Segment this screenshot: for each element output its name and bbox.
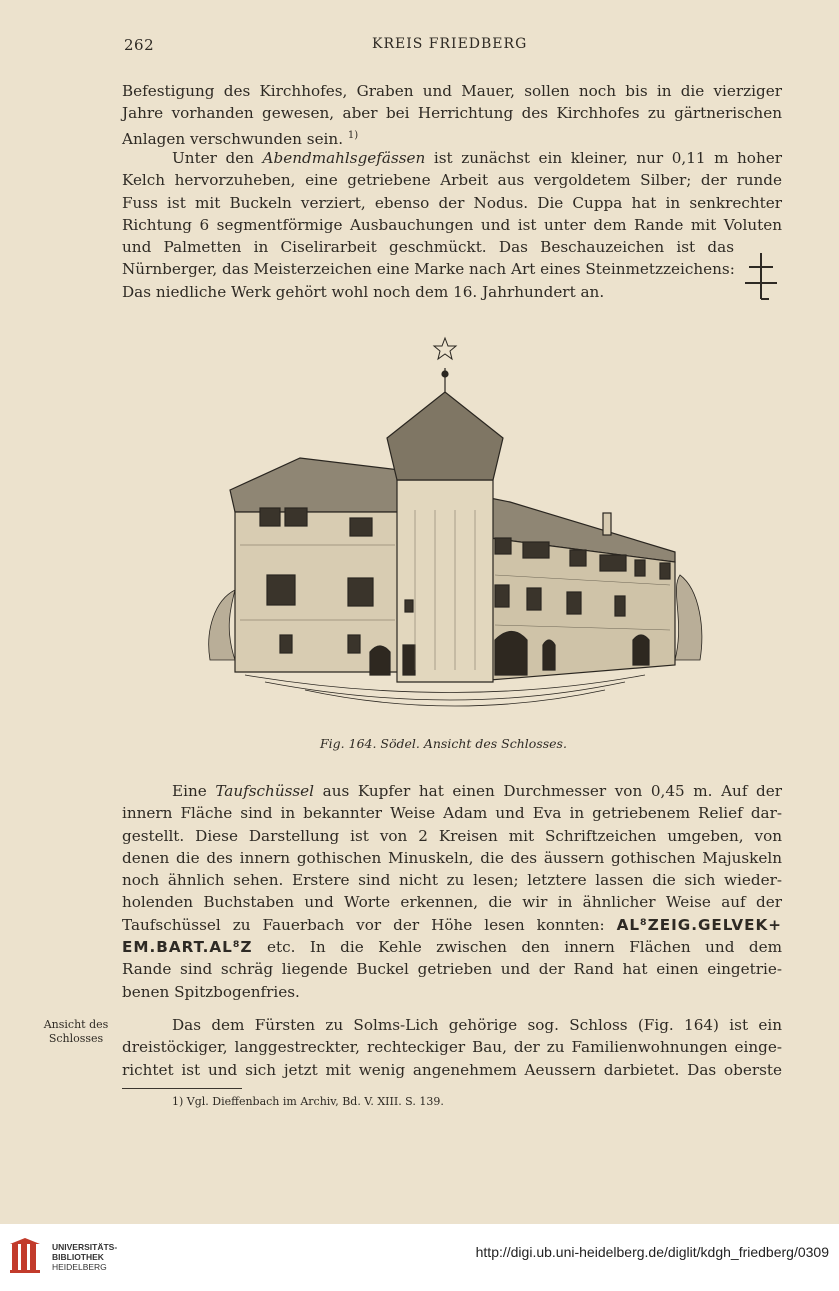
- text-line: Rande sind schräg liegende Buckel getrieben und der Rand hat einen eingetrie-: [122, 960, 782, 979]
- text-line: richtet ist und sich jetzt mit wenig angenehmem Aeussern darbietet. Das oberste: [122, 1060, 782, 1079]
- text-line: dreistöckiger, langgestreckter, rechteckiger Bau, der zu Familienwohnungen einge-: [122, 1038, 782, 1057]
- text-line: Kelch hervorzuheben, eine getriebene Arbeit aus vergoldetem Silber; der runde: [122, 171, 782, 190]
- text-line: Taufschüssel zu Fauerbach vor der Höhe lesen konnten: AL⁸ZEIG.GELVEK+: [122, 915, 783, 934]
- footnote-divider: [122, 1088, 242, 1089]
- text-line: Richtung 6 segmentförmige Ausbauchungen und ist unter dem Rande mit Voluten: [122, 215, 782, 234]
- text-line: und Palmetten in Ciselirarbeit geschmückt. Das Beschauzeichen ist das: [122, 238, 734, 257]
- page-number: 262: [124, 36, 155, 54]
- castle-illustration: [205, 330, 705, 730]
- emphasis-term: Abendmahlsgefässen: [262, 149, 426, 167]
- text-line: Anlagen verschwunden sein. $^{1)}$: [122, 129, 359, 148]
- margin-note: Ansicht des Schlosses: [43, 1018, 109, 1045]
- footnote: 1) Vgl. Dieffenbach im Archiv, Bd. V. XIII. S. 139.: [172, 1095, 444, 1108]
- figure-caption: Fig. 164. Södel. Ansicht des Schlosses.: [320, 736, 567, 751]
- stonemason-mark-icon: [743, 251, 779, 303]
- library-name[interactable]: UNIVERSITÄTS- BIBLIOTHEK HEIDELBERG: [52, 1242, 118, 1272]
- library-logo-icon[interactable]: [8, 1238, 48, 1278]
- inscription-text: EM.BART.AL⁸Z: [122, 938, 253, 957]
- text-line: noch ähnlich sehen. Erstere sind nicht zu lesen; letztere lassen die sich wieder-: [122, 871, 782, 890]
- paragraph-3: [122, 780, 782, 1003]
- inscription-text: AL⁸ZEIG.GELVEK+: [616, 915, 783, 934]
- text-line: benen Spitzbogenfries.: [122, 982, 300, 1001]
- paragraph-2: [122, 147, 782, 303]
- text-line: Nürnberger, das Meisterzeichen eine Marke nach Art eines Steinmetzzeichens:: [122, 260, 735, 279]
- text-line: Unter den Abendmahlsgefässen ist zunächst ein kleiner, nur 0,11 m hoher: [172, 149, 782, 167]
- text-line: Jahre vorhanden gewesen, aber bei Herrichtung des Kirchhofes zu gärtnerischen: [122, 104, 782, 123]
- text-line: holenden Buchstaben und Worte erkennen, die wir in ähnlicher Weise auf der: [122, 893, 782, 912]
- footnote-ref: 1): [347, 129, 359, 141]
- running-title: KREIS FRIEDBERG: [372, 36, 528, 52]
- text-line: Befestigung des Kirchhofes, Graben und Mauer, sollen noch bis in die vierziger: [122, 82, 782, 100]
- text-line: Das dem Fürsten zu Solms-Lich gehörige sog. Schloss (Fig. 164) ist ein: [172, 1016, 782, 1034]
- text-line: Das niedliche Werk gehört wohl noch dem 16. Jahrhundert an.: [122, 282, 605, 301]
- viewer-footer: [0, 1224, 839, 1291]
- text-line: denen die des innern gothischen Minuskeln, die des äussern gothischen Majuskeln: [122, 848, 782, 867]
- paragraph-4: [122, 1014, 782, 1081]
- text-line: Eine Taufschüssel aus Kupfer hat einen Durchmesser von 0,45 m. Auf der: [172, 782, 783, 800]
- text-line: Fuss ist mit Buckeln verziert, ebenso der Nodus. Die Cuppa hat in senkrechter: [122, 193, 782, 212]
- permalink-url[interactable]: http://digi.ub.uni-heidelberg.de/diglit/kdgh_friedberg/0309: [475, 1244, 829, 1260]
- emphasis-term: Taufschüssel: [215, 782, 315, 800]
- text-line: gestellt. Diese Darstellung ist von 2 Kreisen mit Schriftzeichen umgeben, von: [122, 826, 782, 845]
- text-line: EM.BART.AL⁸Z etc. In die Kehle zwischen den innern Flächen und dem: [122, 938, 783, 957]
- text-line: innern Fläche sind in bekannter Weise Adam und Eva in getriebenem Relief dar-: [122, 804, 782, 823]
- paragraph-1: [122, 80, 782, 150]
